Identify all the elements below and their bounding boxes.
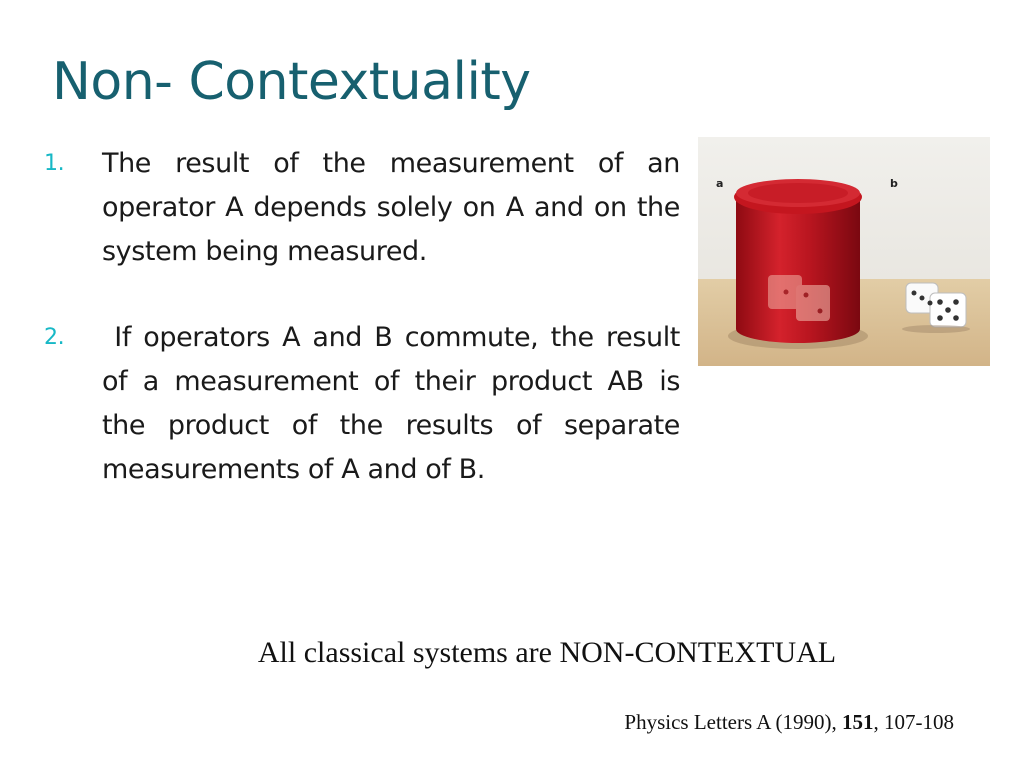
citation-pages: , 107-108 <box>873 710 954 734</box>
citation-journal: Physics Letters A (1990), <box>624 710 842 734</box>
principles-list <box>44 142 689 492</box>
item-text: If operators A and B commute, the result of a measurement of their product AB is the product of the results of separate measurements of A and of B. <box>102 322 689 485</box>
slide-title: Non- Contextuality <box>52 52 531 112</box>
figure-label-a: a <box>716 177 724 190</box>
figure-label-b: b <box>890 177 898 190</box>
list-item <box>44 142 680 274</box>
figure-illustration <box>698 137 990 366</box>
list-item <box>44 316 689 492</box>
item-number: 2. <box>44 325 65 350</box>
dice-cylinder-figure <box>698 137 990 366</box>
item-number: 1. <box>44 151 65 176</box>
item-text: The result of the measurement of an operator A depends solely on A and on the system being measured. <box>102 148 680 267</box>
classical-statement: All classical systems are NON-CONTEXTUAL <box>257 636 837 669</box>
citation-volume: 151 <box>842 710 874 734</box>
citation <box>624 710 954 735</box>
